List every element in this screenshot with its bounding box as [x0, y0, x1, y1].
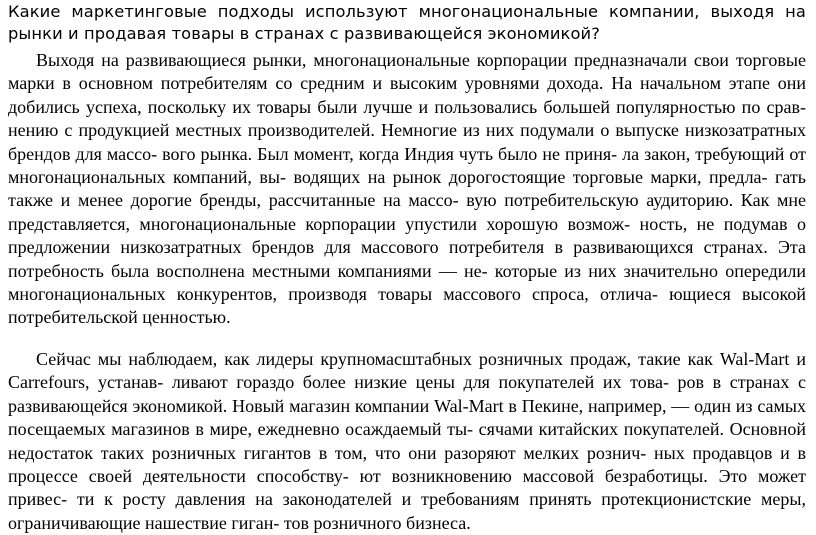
- body-paragraph-1: Выходя на развивающиеся рынки, многонациональные корпорации предназначали свои торговые марки в основном потребителям со средним и высоким уровнями дохода. На начальном этапе они добились успеха, поскольку их товары были лучше и пользовались большей популярностью по срав- нению с продукцией местных производителей. Немногие из них подумали о выпуске низкозатратных брендов для массо- вого рынка. Был момент, когда Индия чуть было не приня- ла закон, требующий от многонациональных компаний, вы- водящих на рынок дорогостоящие торговые марки, предла- гать также и менее дорогие бренды, рассчитанные на массо- вую потребительскую аудиторию. Как мне представляется, многонациональные корпорации упустили хорошую возмож- ность, не подумав о предложении низкозатратных брендов для массового потребителя в развивающихся странах. Эта потребность была восполнена местными компаниями — не- которые из них значительно опередили многонациональных конкурентов, производя товары массового спроса, отлича- ющиеся высокой потребительской ценностью.: [8, 50, 806, 328]
- body-paragraph-2: Сейчас мы наблюдаем, как лидеры крупномасштабных розничных продаж, такие как Wal-Mart и Carrefours, устанав- ливают гораздо более низкие цены для покупателей их това- ров в странах с развивающейся экономикой. Новый магазин компании Wal-Mart в Пекине, например, — один из самых посещаемых магазинов в мире, ежедневно осаждаемый ты- сячами китайских покупателей. Основной недостаток таких розничных гигантов в том, что они разоряют мелких рознич- ных продавцов и в процессе своей деятельности способству- ют возникновению массовой безработицы. Это может привес- ти к росту давления на законодателей и требованиям принять протекционистские меры, ограничивающие нашествие гиган- тов розничного бизнеса.: [8, 349, 806, 533]
- question-heading: Какие маркетинговые подходы используют многонациональные компании, выходя на рынки и продавая товары в странах с развивающейся экономикой?: [8, 2, 806, 43]
